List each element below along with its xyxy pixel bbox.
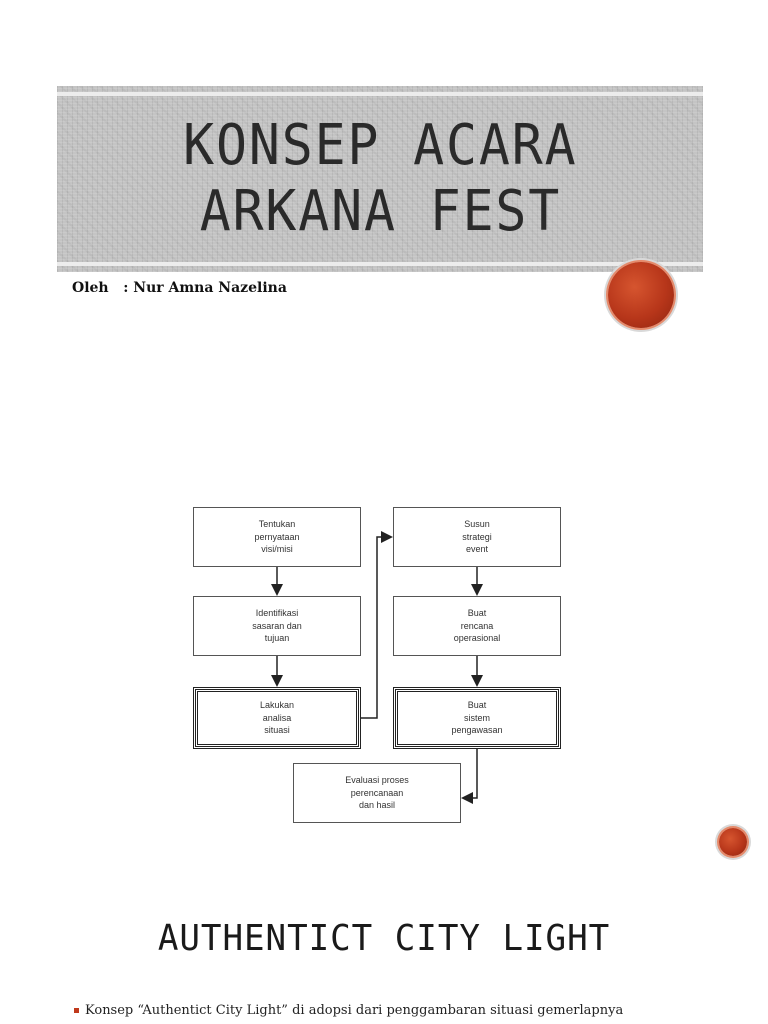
bullet-square-icon xyxy=(74,1008,79,1013)
bullet-text: Konsep “Authentict City Light” di adopsi dari penggambaran situasi gemerlapnya xyxy=(85,1003,624,1018)
author-label: Oleh xyxy=(72,280,109,296)
author-name: Nur Amna Nazelina xyxy=(133,280,287,296)
flow-box-sasaran: Identifikasi sasaran dan tujuan xyxy=(193,596,361,656)
arrow-6-7 xyxy=(467,749,477,798)
flow-box-visi-misi: Tentukan pernyataan visi/misi xyxy=(193,507,361,567)
flow-box-analisa: Lakukan analisa situasi xyxy=(193,687,361,749)
arrow-3-4 xyxy=(361,537,387,718)
flow-box-strategi: Susun strategi event xyxy=(393,507,561,567)
bullet-item xyxy=(74,1002,714,1020)
flow-box-rencana: Buat rencana operasional xyxy=(393,596,561,656)
decorative-circle-small xyxy=(719,828,747,856)
flow-box-pengawasan: Buat sistem pengawasan xyxy=(393,687,561,749)
author-separator: : xyxy=(108,280,134,296)
flow-box-evaluasi: Evaluasi proses perencanaan dan hasil xyxy=(293,763,461,823)
title-line-2: ARKANA FEST xyxy=(199,179,561,244)
title-line-1: KONSEP ACARA xyxy=(182,113,578,178)
section-heading: AUTHENTICT CITY LIGHT xyxy=(157,918,611,959)
